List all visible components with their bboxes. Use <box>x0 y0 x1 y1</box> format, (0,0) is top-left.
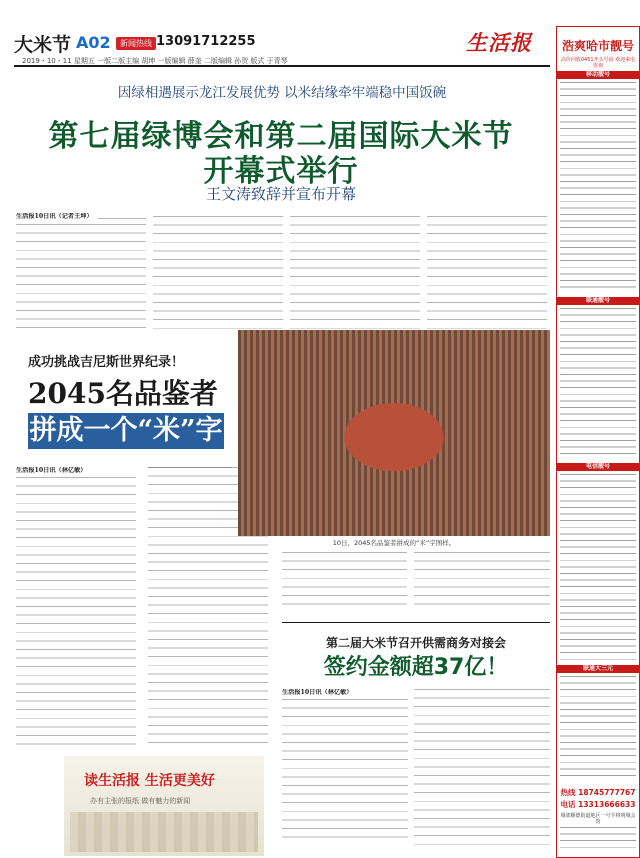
lead-col-4-text <box>427 216 547 334</box>
promo-image <box>70 812 258 852</box>
classifieds-list-3 <box>560 474 636 660</box>
lead-body <box>16 207 550 335</box>
feature-col-0-text <box>148 467 232 468</box>
trade-byline: 生活报10日讯（林亿敏） <box>282 689 353 696</box>
feature-kicker: 成功挑战吉尼斯世界纪录！ <box>28 355 185 370</box>
classifieds-address: 城郊顺德街道地区一号半将明城会馆 <box>560 813 636 825</box>
lead-title-line2: 开幕式举行 <box>203 154 359 189</box>
page-code: A02 <box>76 33 111 52</box>
classifieds-footer-list <box>560 827 636 853</box>
promo-box <box>64 756 264 856</box>
lead-col-3-text <box>290 216 420 334</box>
newspaper-logo: 生活报 <box>466 30 532 55</box>
lead-title-line1: 第七届绿博会和第二届国际大米节 <box>48 119 514 154</box>
classifieds-panel <box>556 26 640 858</box>
classifieds-title: 浩爽哈市靓号 <box>561 39 634 53</box>
trade-col-2-text <box>414 689 550 845</box>
classifieds-section-1: 移动靓号 <box>557 71 639 79</box>
lead-kicker: 因绿相遇展示龙江发展优势 以米结缘牵牢端稳中国饭碗 <box>117 85 447 101</box>
promo-brand: 读生活报 生活更美好 <box>84 773 215 789</box>
feature-photo-caption: 10日，2045名品鉴者拼成的“米”字图样。 <box>332 539 456 547</box>
header-rule <box>14 65 550 67</box>
promo-slogan: 办有主张的报纸 做有魅力的新闻 <box>90 797 191 805</box>
hotline-label: 新闻热线 <box>116 37 156 50</box>
feature-bar: 拼成一个“米”字 <box>28 413 224 449</box>
classifieds-subtitle: 高价回收0451开头号码 欢迎来电咨询 <box>560 57 636 69</box>
feature-col-4-text <box>414 552 550 608</box>
classifieds-list-4 <box>560 676 636 780</box>
classifieds-list-2 <box>560 308 636 458</box>
feature-photo <box>238 330 550 536</box>
lead-col-1-text <box>16 224 146 334</box>
trade-title: 签约金额超37亿！ <box>323 655 509 680</box>
classifieds-phone-2: 电话 13313666633 <box>560 800 636 809</box>
lead-col-1 <box>98 218 146 219</box>
lead-subtitle: 王文涛致辞并宣布开幕 <box>205 185 356 203</box>
section-name: 大米节 <box>14 34 72 56</box>
classifieds-section-3: 电信靓号 <box>557 463 639 471</box>
trade-kicker: 第二届大米节召开供需商务对接会 <box>325 636 506 650</box>
feature-col-1-text <box>16 477 136 749</box>
classifieds-list-1 <box>560 82 636 292</box>
date-line: 2019・10・11 星期五 一版二版主编 胡坤 一版编辑 薛奎 二版编辑 孙贺 版式 于青琴 <box>22 57 288 65</box>
classifieds-section-2: 联通靓号 <box>557 297 639 305</box>
lead-col-2-text <box>153 216 283 334</box>
trade-col-1-text <box>282 699 408 845</box>
feature-title: 2045名品鉴者 <box>28 377 218 410</box>
feature-col-3-text <box>282 552 407 608</box>
lead-byline: 生活报10日讯（记者王坤） <box>16 213 93 220</box>
trade-rule <box>282 622 550 623</box>
classifieds-phone-1: 热线 18745777767 <box>560 788 636 797</box>
feature-byline: 生活报10日讯（林亿敏） <box>16 467 87 474</box>
hotline-phone: 13091712255 <box>156 34 256 49</box>
classifieds-section-4: 联通大三元 <box>557 665 639 673</box>
